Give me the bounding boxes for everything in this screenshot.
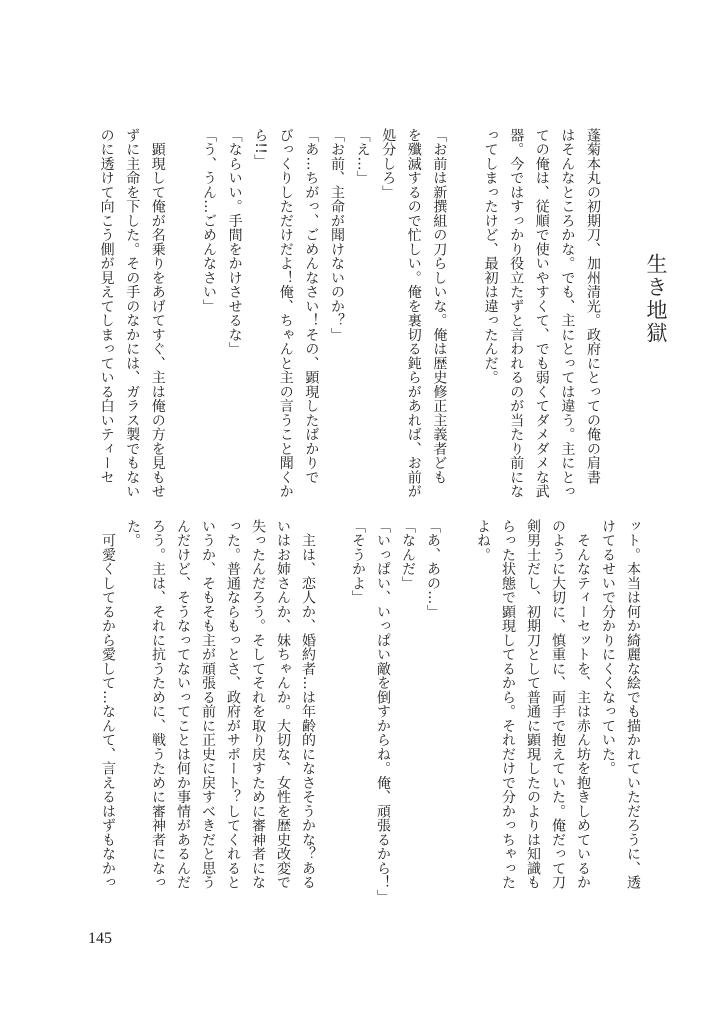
text-column: った。普通ならもっとさ、政府がサポート？してくれると: [225, 519, 241, 890]
text-column: を殲滅するので忙しい。俺を裏切る鈍らがあれば、お前が: [405, 128, 422, 499]
text-column: 「いっぱい、いっぱい敵を倒すからね。俺、頑張るから！」: [375, 519, 391, 904]
text-column: 「え…」: [354, 128, 371, 185]
text-column: ってしまったけど、最初は違ったんだ。: [482, 128, 499, 385]
text-column: 「あ…ちがっ、ごめんなさい！その、顕現したばかりで: [303, 128, 320, 485]
text-column: 失ったんだろう。そしてそれを取り戻すために審神者にな: [250, 519, 266, 890]
text-column: ずに主命を下した。その手のなかには、ガラス製でもない: [124, 128, 141, 499]
text-column: 剣男士だし、初期刀として普通に顕現したのよりは知識も: [525, 519, 541, 890]
text-column: 「なんだ」: [400, 519, 416, 591]
text-column: た。: [125, 519, 141, 548]
text-column: いうか、そもそも主が頑張る前に正史に戻すべきだと思う: [200, 519, 216, 890]
text-column: 顕現して俺が名乗りをあげてすぐ、主は俺の方を見もせ: [149, 128, 166, 499]
text-column: 「お前、主命が聞けないのか？」: [329, 128, 345, 342]
text-column: よね。: [475, 519, 491, 562]
text-column: のに透けて向こう側が見えてしまっている白いティーセ: [98, 128, 115, 485]
text-column: いはお姉さんか、妹ちゃんか。大切な、女性を歴史改変で: [275, 519, 291, 890]
text-column: 主は、恋人か、婚約者…は年齢的になさそうかな？ある: [300, 519, 316, 890]
text-column: 器。今ではすっかり役立たずと言われるのが当たり前にな: [508, 128, 525, 499]
text-column: 「あ、あの…」: [425, 519, 441, 619]
text-column: けてるせいで分かりにくくなっていた。: [600, 519, 616, 776]
text-column: そんなティーセットを、主は赤ん坊を抱きしめているか: [575, 519, 591, 890]
text-column: 蓬菊本丸の初期刀、加州清光。政府にとっての俺の肩書: [585, 128, 601, 485]
text-column: のように大切に、慎重に、両手で抱えていた。俺だって刀: [550, 519, 566, 890]
text-column: 「ならいい。手間をかけさせるな」: [226, 128, 243, 356]
text-column: 「う、うん…ごめんなさい」: [201, 128, 217, 314]
text-column: らった状態で顕現してるから。それだけで分かっちゃった: [500, 519, 516, 890]
chapter-title: 生き地獄: [644, 253, 668, 345]
text-column: 処分しろ」: [380, 128, 397, 200]
text-column: ての俺は、従順で使いやすくて、でも弱くてダメダメな武: [533, 128, 550, 499]
text-column: ット。本当は何か綺麗な絵でも描かれていただろうに、透: [625, 519, 641, 890]
text-column: はそんなところかな。でも、主にとっては違う。主にとっ: [559, 128, 576, 499]
text-column: 「そうかよ」: [350, 519, 366, 605]
text-column: ら!!」: [252, 128, 269, 169]
page-number: 145: [88, 930, 112, 947]
text-column: ろう。主は、それに抗うために、戦うために審神者になっ: [150, 519, 166, 890]
text-column: んだけど、そうなってないってことは何か事情があるんだ: [175, 519, 191, 890]
text-column: 可愛くしてるから愛して…なんて、言えるはずもなかっ: [100, 519, 116, 890]
text-column: 「お前は新撰組の刀らしいな。俺は歴史修正主義者ども: [431, 128, 448, 485]
text-column: びっくりしただけだよ！俺、ちゃんと主の言うこと聞くか: [277, 128, 294, 499]
